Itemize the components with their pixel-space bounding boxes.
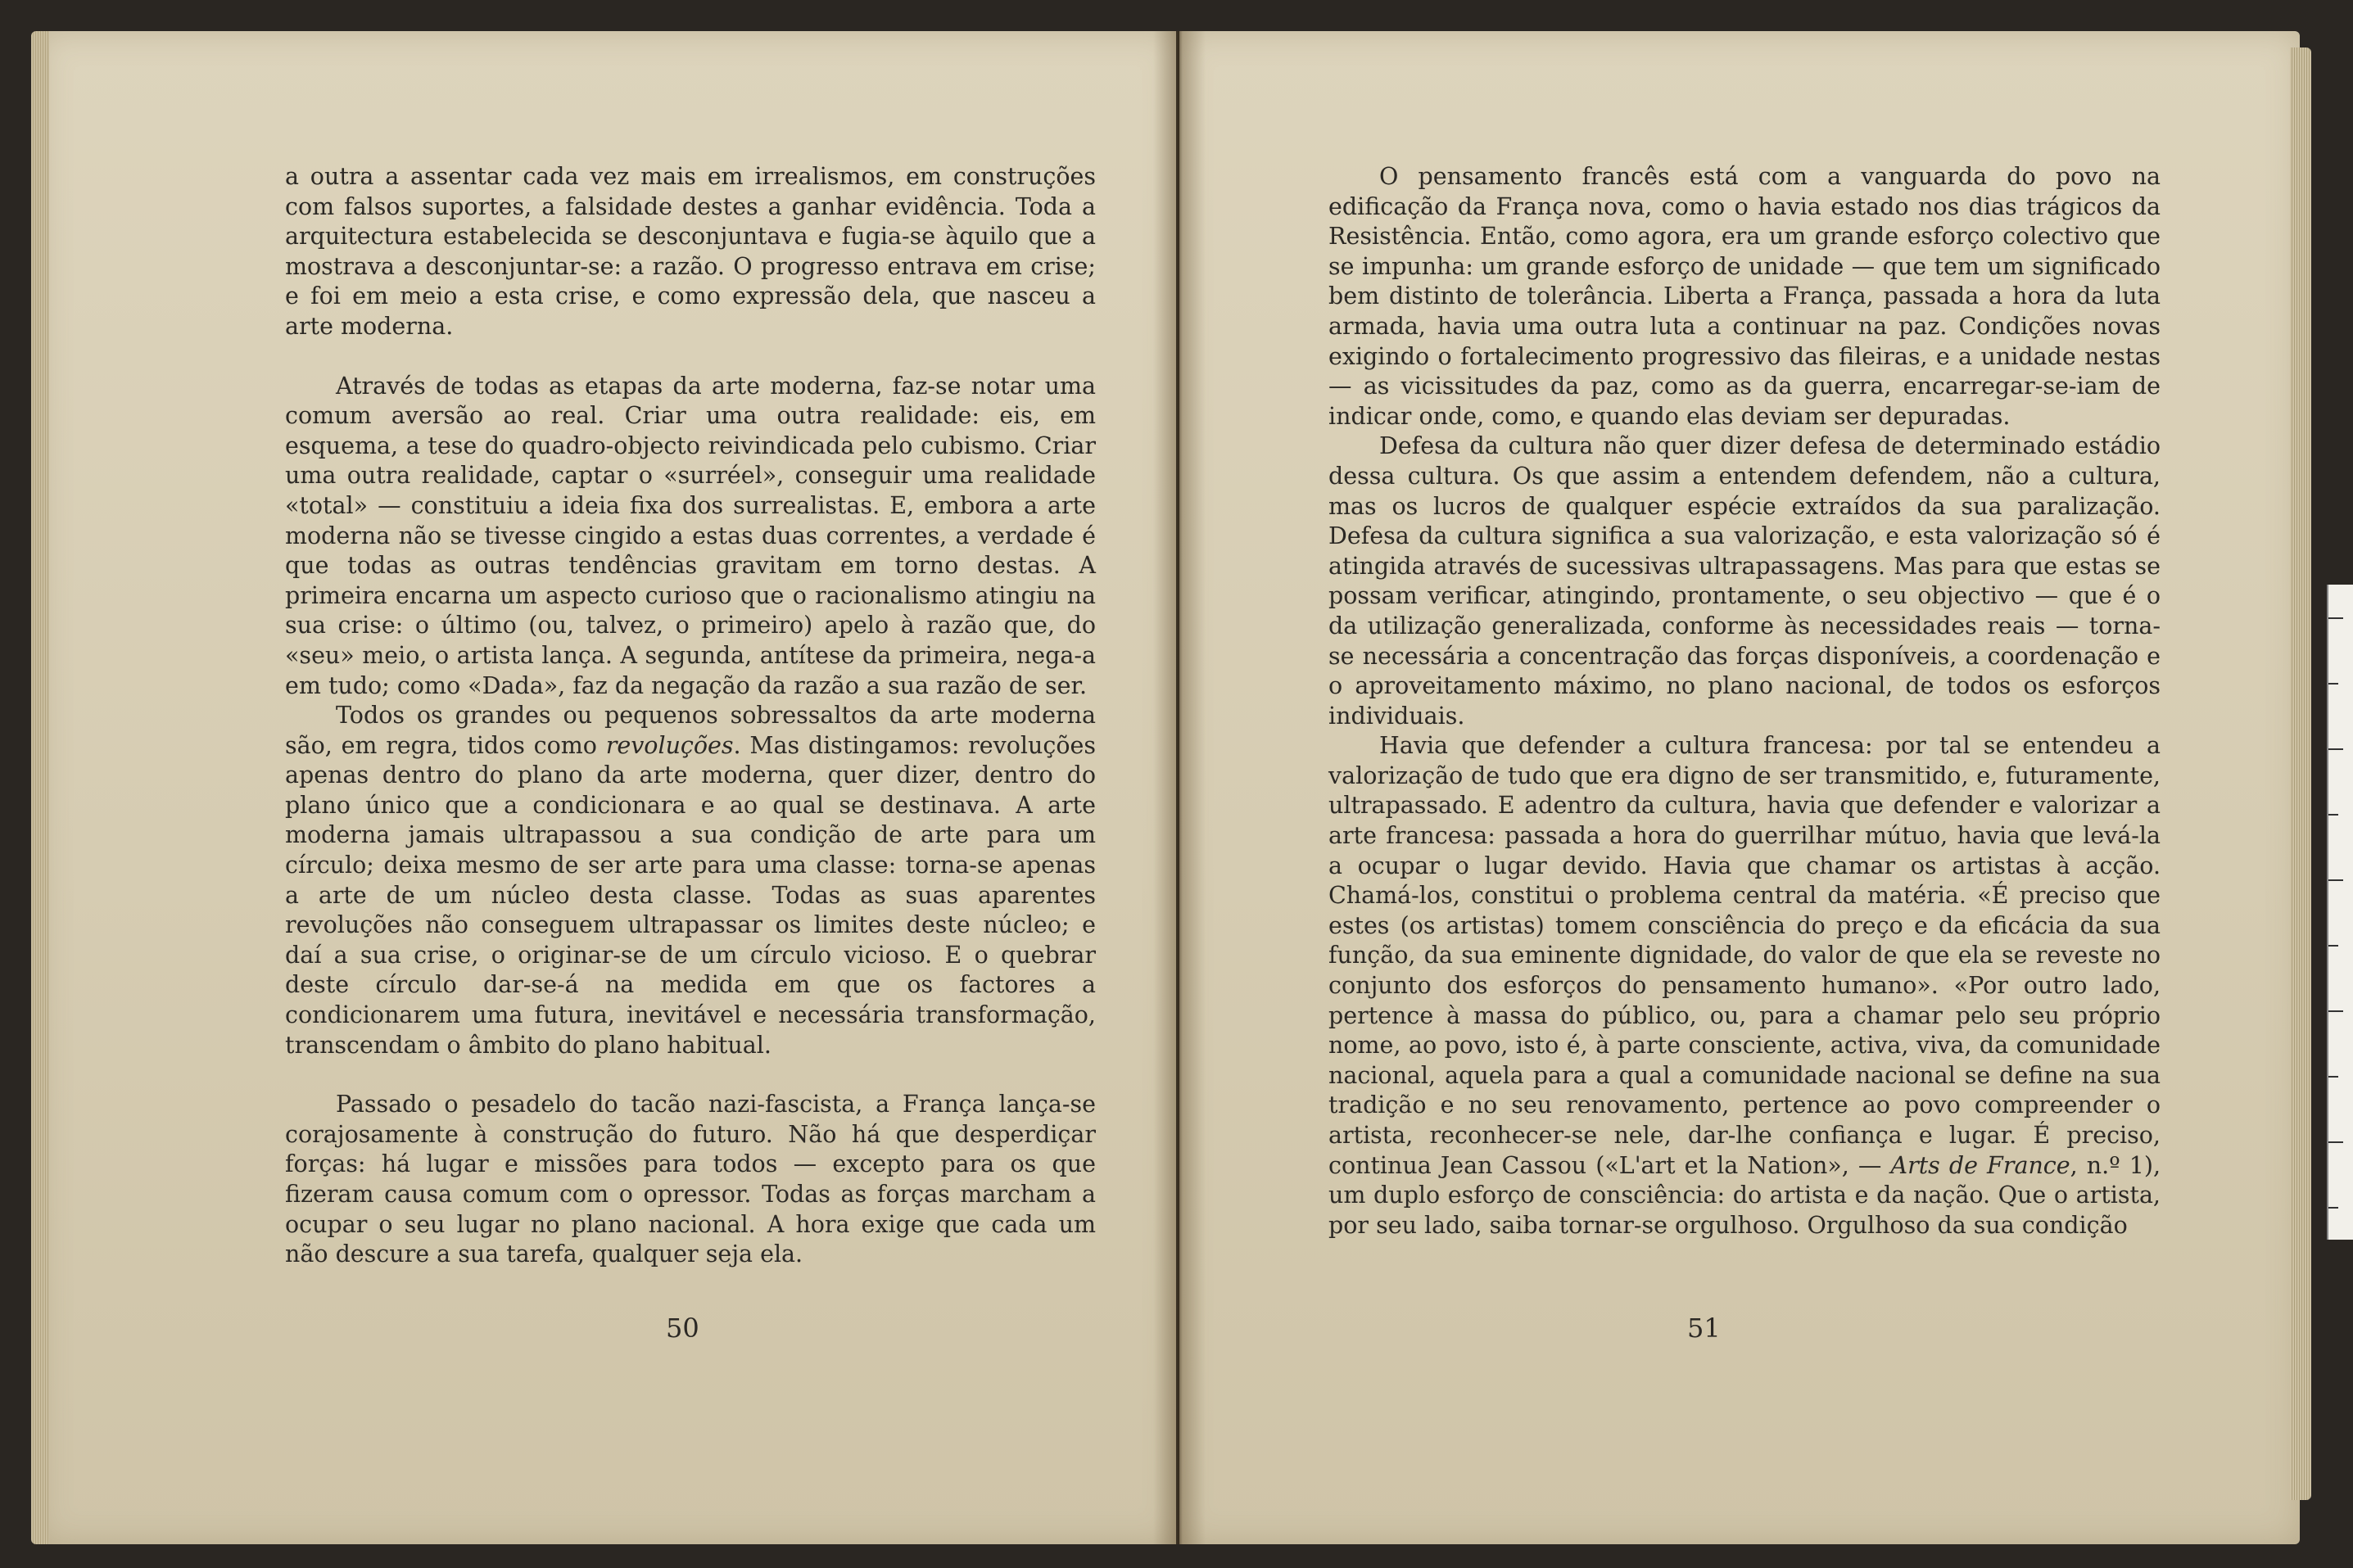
right-paragraph-3-start: Havia que defender a cultura francesa: por tal se entendeu a valorização de tudo que era digno de ser transmitido, e, futuramente, ultrapassado. E adentro da cultura, havia que defender e valorizar a arte francesa: passada a hora do guerrilhar mútuo, havia que levá-la a ocupar o lugar devido. Havia que chamar os artistas à acção. Chamá-los, constitui o problema central da matéria. «É preciso que estes (os artistas) tomem consciência do preço e da eficácia da sua função, da sua eminente dignidade, do valor de que ela se reveste no conjunto dos esforços do pensamento humano». «Por outro lado, pertence à massa do público, ou, para a chamar pelo seu próprio nome, ao povo, isto é, à parte consciente, activa, viva, da comunidade nacional, aquela para a qual a comunidade nacional se define na sua tradição e no seu renovamento, pertence ao povo compreender o artista, reconhecer-se nele, dar-lhe confiança e lugar. É preciso, continua Jean Cassou («L'art et la Nation», — (1328, 732, 2161, 1179)
left-page-text (285, 162, 1096, 1270)
left-paragraph-3-start: Todos os grandes ou pequenos sobressaltos da arte moderna são, em regra, tidos como (285, 702, 1096, 759)
ruler-tick (2328, 683, 2338, 685)
ruler-tick (2328, 617, 2343, 619)
left-paragraph-4: Passado o pesadelo do tacão nazi-fascista, a França lança-se corajosamente à construção do futuro. Não há que desperdiçar forças: há lugar e missões para todos — excepto para os que fizeram causa comum com o opressor. Todas as forças marcham a ocupar o seu lugar no plano nacional. A hora exige que cada um não descure a sua tarefa, qualquer seja ela. (285, 1091, 1096, 1268)
italic-arts-de-france: Arts de France (1890, 1151, 2070, 1179)
ruler-tick (2328, 1141, 2343, 1143)
left-paragraph-1: a outra a assentar cada vez mais em irrealismos, em construções com falsos suportes, a falsidade destes a ganhar evidência. Toda a arquitectura estabelecida se desconjuntava e fugia-se àquilo que a mostrava a desconjuntar-se: a razão. O progresso entrava em crise; e foi em meio a esta crise, e como expressão dela, que nasceu a arte moderna. (285, 163, 1096, 340)
left-page-edge (31, 31, 49, 1544)
right-page-edge (2290, 47, 2311, 1500)
open-book (39, 31, 2300, 1544)
ruler-tick (2328, 814, 2338, 816)
right-paragraph-3 (1328, 731, 2161, 1240)
measurement-ruler (2327, 585, 2353, 1240)
ruler-tick (2328, 945, 2338, 947)
left-page (39, 31, 1176, 1544)
ruler-tick (2328, 1010, 2343, 1012)
left-paragraph-2: Através de todas as etapas da arte moderna, faz-se notar uma comum aversão ao real. Criar uma outra realidade: eis, em esquema, a tese do quadro-objecto reivindicada pelo cubismo. Criar uma outra realidade, captar o «surréel», conseguir uma realidade «total» — constituiu a ideia fixa dos surrealistas. E, embora a arte moderna não se tivesse cingido a estas duas correntes, a verdade é que todas as outras tendências gravitam em torno destas. A primeira encarna um aspecto curioso que o racionalismo atingiu na sua crise: o último (ou, talvez, o primeiro) apelo à razão que, do «seu» meio, o artista lança. A segunda, antítese da primeira, nega-a em tudo; como «Dada», faz da negação da razão a sua razão de ser. (285, 372, 1096, 699)
right-paragraph-1: O pensamento francês está com a vanguarda do povo na edificação da França nova, como o havia estado nos dias trágicos da Resistência. Então, como agora, era um grande esforço colectivo que se impunha: um grande esforço de unidade — que tem um significado bem distinto de tolerância. Liberta a França, passada a hora da luta armada, havia uma outra luta a continuar na paz. Condições novas exigindo o fortalecimento progressivo das fileiras, e a unidade nestas — as vicissitudes da paz, como as da guerra, encarregar-se-iam de indicar onde, como, e quando elas deviam ser depuradas. (1328, 163, 2161, 430)
italic-revolucoes: revoluções (605, 731, 734, 759)
ruler-tick (2328, 1076, 2338, 1078)
left-paragraph-3 (285, 701, 1096, 1060)
ruler-tick (2328, 1207, 2338, 1209)
left-page-number: 50 (666, 1313, 699, 1344)
left-paragraph-3-end: . Mas distingamos: revoluções apenas dentro do plano da arte moderna, quer dizer, dentro do plano único que a condicionara e ao qual se destinava. A arte moderna jamais ultrapassou a sua condição de arte para um círculo; deixa mesmo de ser arte para uma classe: torna-se apenas a arte de um núcleo desta classe. Todas as suas aparentes revoluções não conseguem ultrapassar os limites deste núcleo; e daí a sua crise, o originar-se de um círculo vicioso. E o quebrar deste círculo dar-se-á na medida em que os factores a condicionarem uma futura, inevitável e necessária transformação, transcendam o âmbito do plano habitual. (285, 731, 1096, 1059)
ruler-tick (2328, 879, 2343, 881)
right-paragraph-2: Defesa da cultura não quer dizer defesa de determinado estádio dessa cultura. Os que assim a entendem defendem, não a cultura, mas os lucros de qualquer espécie extraídos da sua paralização. Defesa da cultura significa a sua valorização, e esta valorização só é atingida através de sucessivas ultrapassagens. Mas para que estas se possam verificar, atingindo, prontamente, o seu objectivo — que é o da utilização generalizada, conforme às necessidades reais — torna-se necessária a concentração das forças disponíveis, a coordenação e o aproveitamento máximo, no plano nacional, de todos os esforços individuais. (1328, 432, 2161, 730)
right-page-number: 51 (1687, 1313, 1721, 1344)
right-paragraph-3-end: , n.º 1), um duplo esforço de consciência: do artista e da nação. Que o artista, por seu lado, saiba tornar-se orgulhoso. Orgulhoso da sua condição (1328, 1151, 2161, 1239)
book-gutter (1153, 31, 1206, 1544)
right-page-text (1328, 162, 2161, 1240)
right-page (1179, 31, 2300, 1544)
ruler-tick (2328, 748, 2343, 750)
